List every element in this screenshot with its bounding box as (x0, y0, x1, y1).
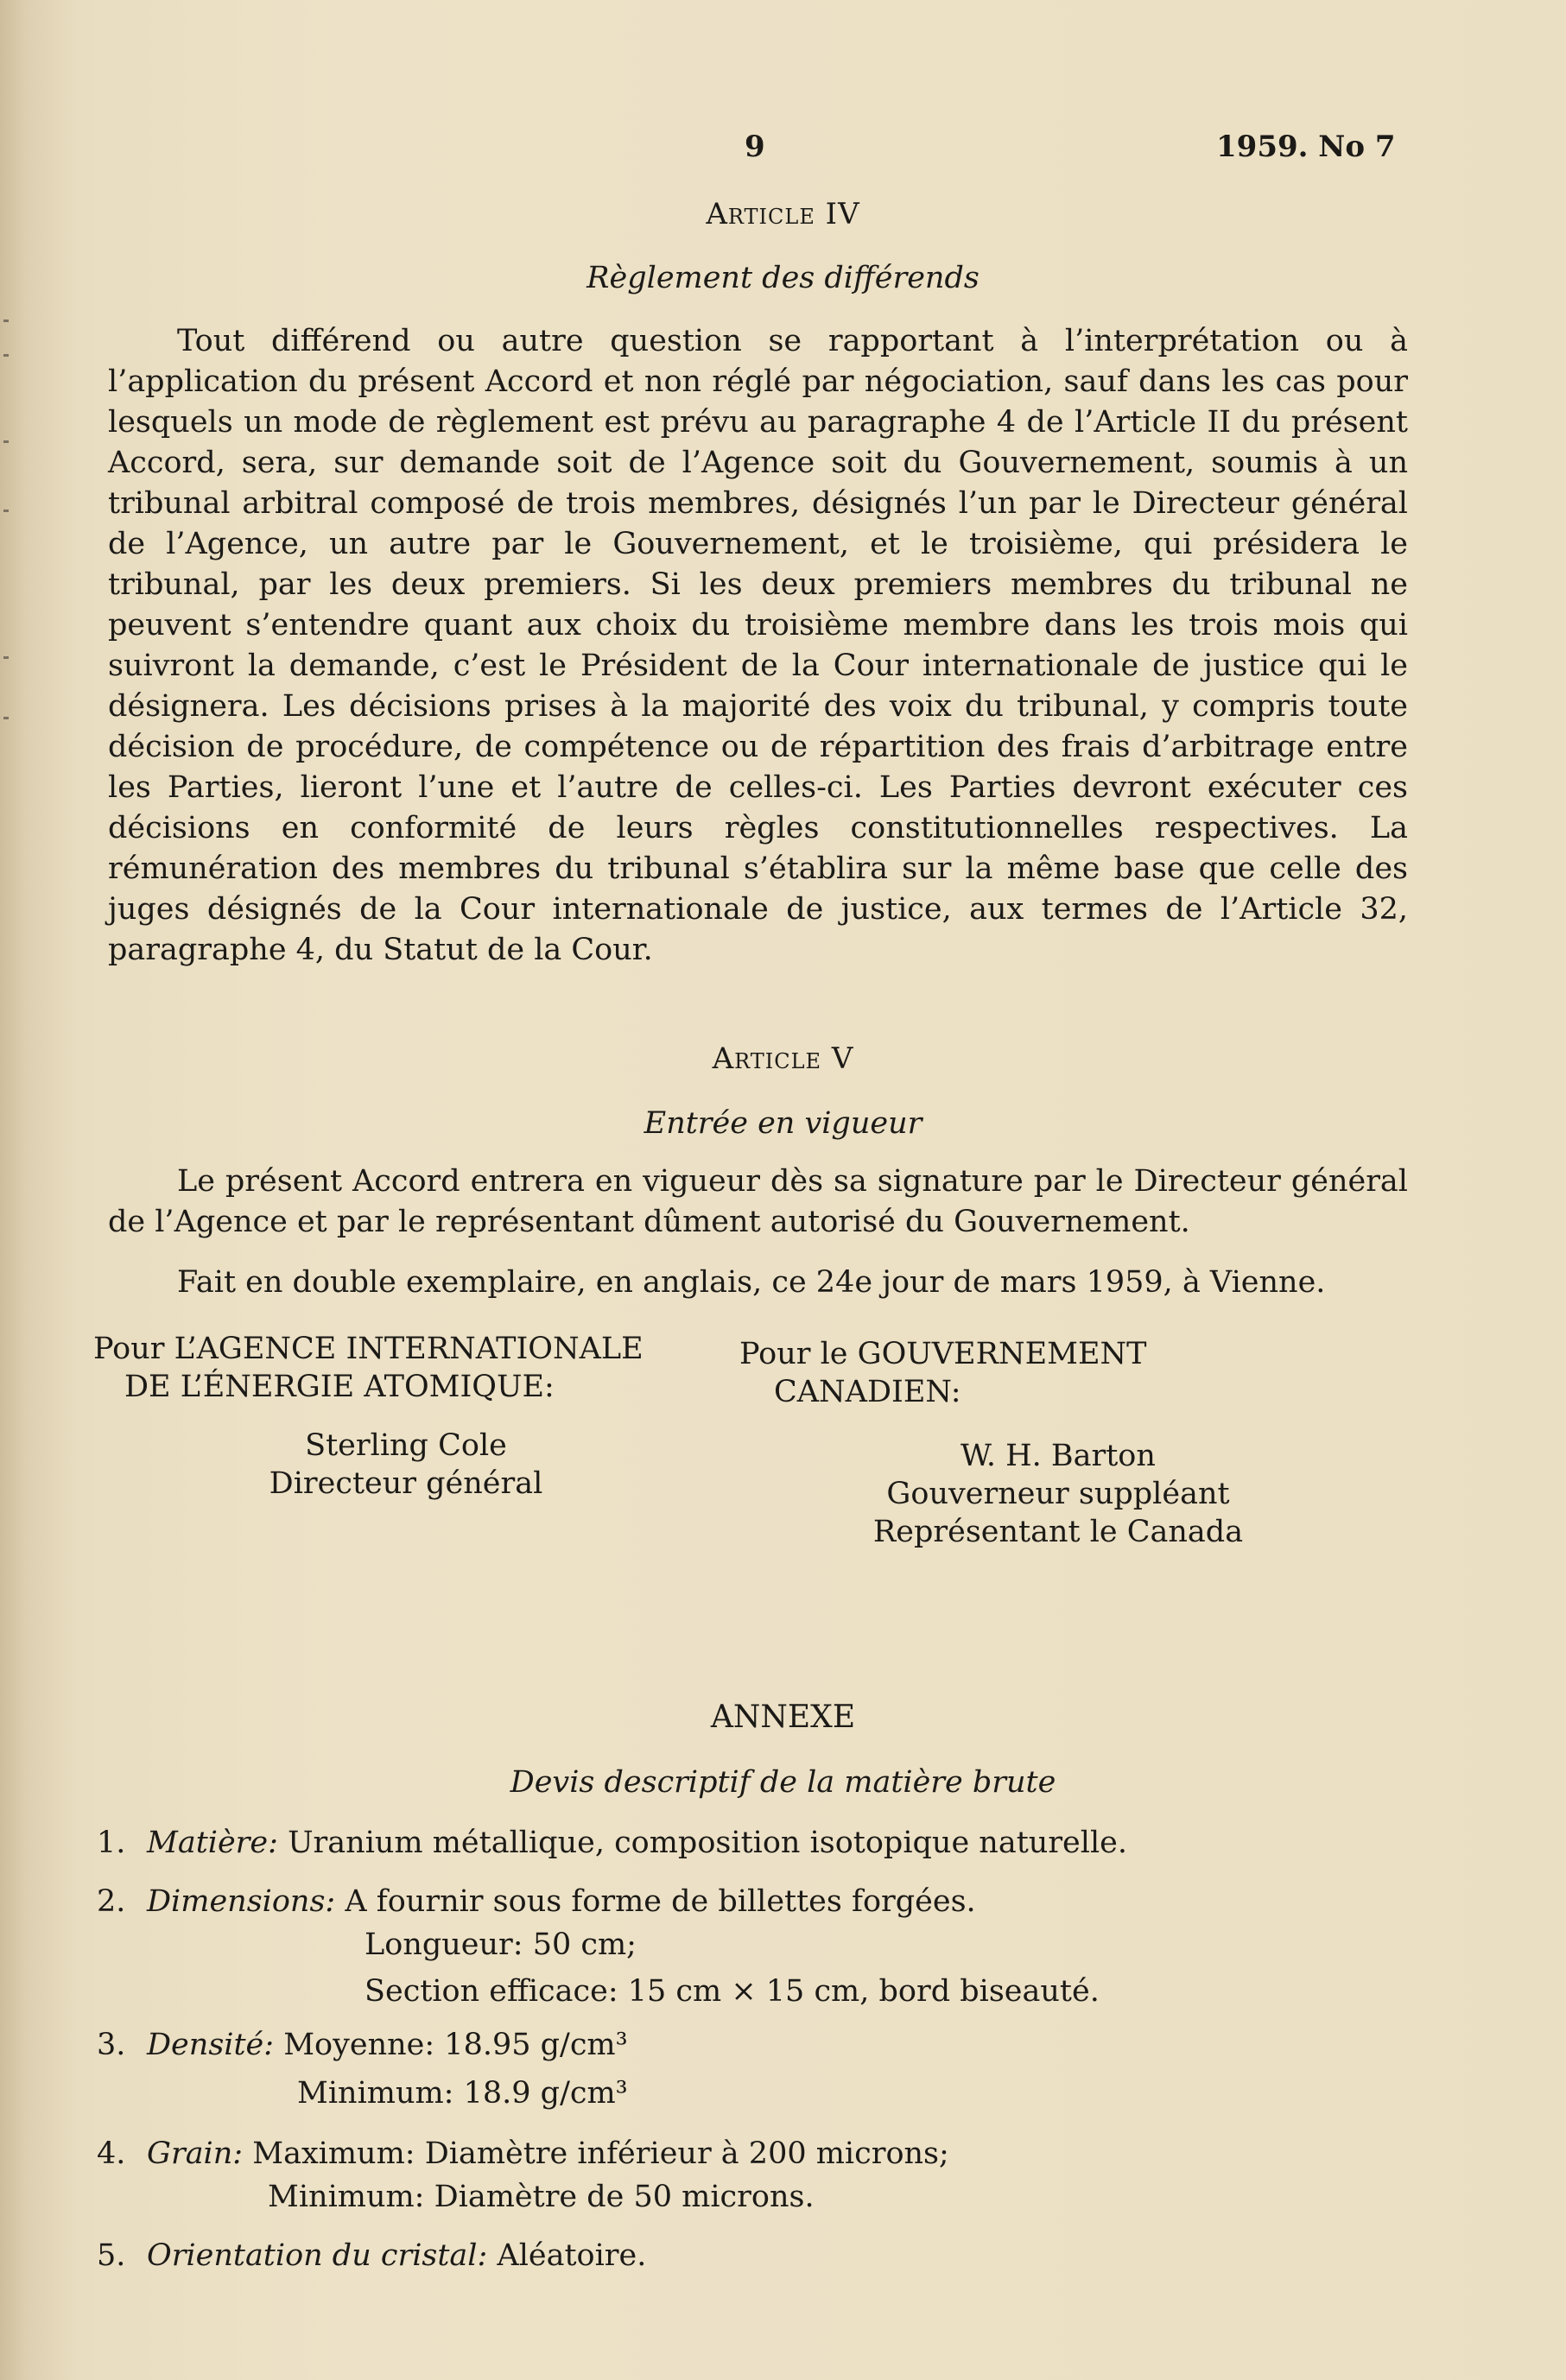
annex-item-4-number: 4. (97, 2136, 126, 2171)
article-iv-paragraph: Tout différend ou autre question se rapportant à l’interprétation ou à l’application du présent Accord et non réglé par négociation, sauf dans les cas pour lesquels un mode de règlement est prévu au paragraphe 4 de l’Article II du présent Accord, sera, sur demande soit de l’Agence soit du Gouvernement, soumis à un tribunal arbitral composé de trois membres, désignés l’un par le Directeur général de l’Agence, un autre par le Gouvernement, et le troisième, qui présidera le tribunal, par les deux premiers. Si les deux premiers membres du tribunal ne peuvent s’entendre quant aux choix du troisième membre dans les trois mois qui suivront la demande, c’est le Président de la Cour internationale de justice qui le désignera. Les décisions prises à la majorité des voix du tribunal, y compris toute décision de procédure, de compétence ou de répartition des frais d’arbitrage entre les Parties, lieront l’une et l’autre de celles-ci. Les Parties devront exécuter ces décisions en conformité de leurs règles constitutionnelles respectives. La rémunération des membres du tribunal s’établira sur la même base que celle des juges désignés de la Cour internationale de justice, aux termes de l’Article 32, paragraphe 4, du Statut de la Cour. (108, 324, 1408, 967)
annex-item-3 (97, 2026, 628, 2064)
annex-item-5-value: Aléatoire. (497, 2238, 647, 2273)
annex-item-5-label: Orientation du cristal: (147, 2238, 488, 2273)
annex-item-4-value: Maximum: Diamètre inférieur à 200 microns; (252, 2136, 949, 2171)
annex-item-1 (97, 1824, 1127, 1862)
signatory-left (93, 1330, 715, 1406)
binding-gutter (0, 259, 12, 1123)
done-at-line (108, 1263, 1408, 1303)
signatory-right-line2: CANADIEN: (774, 1375, 961, 1409)
signatory-right-names (838, 1437, 1278, 1551)
article-iv-subtitle: Règlement des différends (586, 261, 980, 295)
signer-left-name: Sterling Cole (305, 1428, 507, 1463)
treaty-reference: 1959. No 7 (1216, 130, 1396, 164)
annex-item-2-label: Dimensions: (147, 1884, 336, 1919)
annex-subtitle: Devis descriptif de la matière brute (510, 1765, 1056, 1800)
annex-item-2-number: 2. (97, 1884, 126, 1919)
annex-item-2-line3: Section efficace: 15 cm × 15 cm, bord biseauté. (365, 1974, 1100, 2009)
signer-right-title2: Représentant le Canada (872, 1515, 1244, 1549)
annex-item-1-value: Uranium métallique, composition isotopique naturelle. (288, 1826, 1127, 1860)
signatory-left-line1: Pour L’AGENCE INTERNATIONALE (93, 1332, 644, 1366)
article-iv-body (108, 321, 1408, 971)
annex-item-3-number: 3. (97, 2028, 126, 2062)
annex-item-3-value: Moyenne: 18.95 g/cm³ (283, 2028, 628, 2062)
signatory-left-names (259, 1427, 553, 1503)
annex-item-2-line2: Longueur: 50 cm; (365, 1927, 637, 1962)
annex-item-5-number: 5. (97, 2238, 126, 2273)
annex-heading: ANNEXE (710, 1700, 856, 1735)
annex-item-4-line2: Minimum: Diamètre de 50 microns. (268, 2180, 815, 2214)
annex-item-3-line2: Minimum: 18.9 g/cm³ (297, 2076, 628, 2111)
article-v-heading: Article V (712, 1041, 854, 1076)
annex-item-4 (97, 2135, 949, 2173)
page-number: 9 (745, 130, 765, 164)
article-iv-heading: Article IV (706, 197, 860, 231)
article-v-subtitle: Entrée en vigueur (644, 1106, 922, 1141)
annex-item-2 (97, 1883, 976, 1921)
annex-item-4-label: Grain: (147, 2136, 244, 2171)
signatory-right (739, 1335, 1344, 1411)
signer-right-name: W. H. Barton (961, 1439, 1156, 1473)
annex-item-1-number: 1. (97, 1826, 126, 1860)
signer-left-title: Directeur général (269, 1466, 543, 1501)
signatory-left-line2: DE L’ÉNERGIE ATOMIQUE: (124, 1370, 555, 1404)
signer-right-title1: Gouverneur suppléant (886, 1477, 1230, 1511)
annex-item-5 (97, 2237, 646, 2275)
article-v-body (108, 1162, 1408, 1243)
annex-item-3-label: Densité: (147, 2028, 275, 2062)
done-at-text: Fait en double exemplaire, en anglais, ce 24e jour de mars 1959, à Vienne. (177, 1265, 1326, 1300)
annex-item-2-value: A fournir sous forme de billettes forgées. (345, 1884, 976, 1919)
annex-item-1-label: Matière: (147, 1826, 278, 1860)
signatory-right-line1: Pour le GOUVERNEMENT (739, 1337, 1147, 1371)
article-v-paragraph: Le présent Accord entrera en vigueur dès sa signature par le Directeur général de l’Agence et par le représentant dûment autorisé du Gouvernement. (108, 1164, 1408, 1239)
